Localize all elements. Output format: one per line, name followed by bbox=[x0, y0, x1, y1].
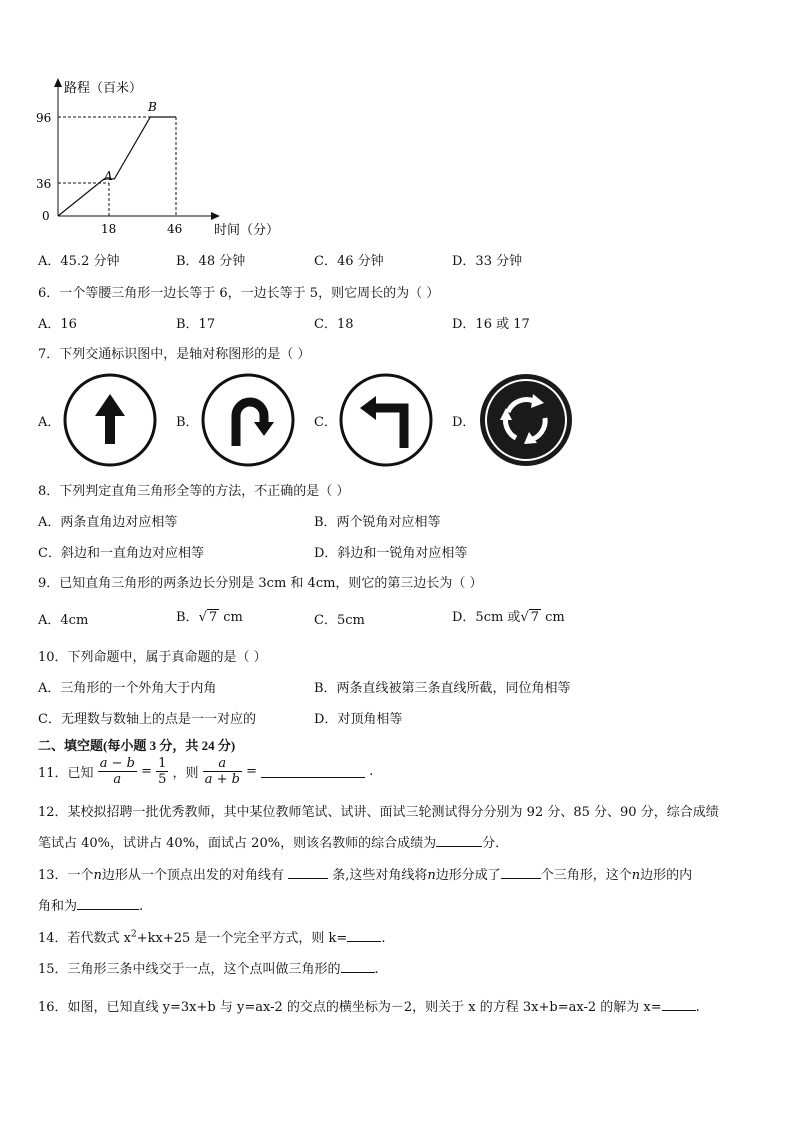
q10-option-c: C．无理数与数轴上的点是一一对应的 bbox=[38, 712, 256, 727]
q5-option-a: A．45.2 分钟 bbox=[38, 254, 120, 269]
y-tick-36: 36 bbox=[36, 177, 52, 191]
q13-a: 13．一个 bbox=[38, 868, 94, 883]
q13-n: n bbox=[631, 868, 641, 883]
q11-prefix: 11．已知 bbox=[38, 766, 94, 781]
q10-option-d: D．对顶角相等 bbox=[314, 712, 403, 727]
q15-answer-blank[interactable] bbox=[341, 960, 375, 973]
q15-end: . bbox=[374, 962, 379, 977]
q14-answer-blank[interactable] bbox=[347, 929, 381, 942]
q11-eq2: = bbox=[246, 764, 257, 779]
q12-line2-text: 笔试占 40%，试讲占 40%，面试占 20%，则该名教师的综合成绩为 bbox=[38, 836, 437, 851]
x-axis-arrow bbox=[211, 212, 220, 220]
straight-arrow-sign-icon bbox=[62, 372, 158, 468]
q6-option-d: D．16 或 17 bbox=[452, 317, 530, 332]
point-b-label: B bbox=[148, 100, 157, 114]
y-axis-label: 路程（百米） bbox=[64, 81, 143, 96]
q9-option-b-unit: cm bbox=[223, 610, 243, 625]
fraction-2-den: 5 bbox=[158, 772, 167, 787]
y-tick-0: 0 bbox=[42, 209, 50, 223]
fraction-2 bbox=[156, 756, 168, 787]
q9-option-a: A．4cm bbox=[38, 613, 89, 628]
q9-option-b-prefix: B． bbox=[176, 610, 199, 625]
q10-option-b: B．两条直线被第三条直线所截，同位角相等 bbox=[314, 681, 571, 696]
q5-option-b: B．48 分钟 bbox=[176, 254, 246, 269]
q14-b: +kx+25 是一个完全平方式，则 k= bbox=[136, 931, 348, 946]
q13-d: 边形分成了 bbox=[435, 868, 501, 883]
q7-label-a: A． bbox=[38, 415, 61, 430]
q9-option-b bbox=[176, 606, 243, 625]
q15-a: 15．三角形三条中线交于一点，这个点叫做三角形的 bbox=[38, 962, 341, 977]
fraction-3-num: a bbox=[203, 756, 242, 772]
section-heading: 二、填空题(每小题 3 分，共 24 分) bbox=[38, 738, 236, 753]
q7-label-c: C． bbox=[314, 415, 337, 430]
fraction-1-num: a − b bbox=[99, 756, 135, 771]
fraction-3-den: a + b bbox=[204, 772, 240, 787]
q13-angle-sum-blank[interactable] bbox=[77, 897, 139, 910]
fraction-1-den: a bbox=[113, 772, 122, 787]
q8-option-d: D．斜边和一锐角对应相等 bbox=[314, 546, 468, 561]
q7-label-b: B． bbox=[176, 415, 199, 430]
q5-option-c: C．46 分钟 bbox=[314, 254, 384, 269]
point-a-label: A bbox=[104, 169, 113, 183]
fraction-1 bbox=[98, 756, 137, 787]
q14-a: 14．若代数式 x bbox=[38, 931, 132, 946]
q7-label-d: D． bbox=[452, 415, 476, 430]
q13-f: 边形的内 bbox=[640, 868, 693, 883]
q14-end: . bbox=[381, 931, 386, 946]
q11-end: . bbox=[369, 764, 374, 779]
q6-stem: 6．一个等腰三角形一边长等于 6，一边长等于 5，则它周长的为（ ） bbox=[38, 286, 440, 301]
q14 bbox=[38, 927, 385, 946]
q13-b: 边形从一个顶点出发的对角线有 bbox=[101, 868, 284, 883]
q13-diagonals-blank[interactable] bbox=[288, 866, 328, 879]
q11-eq: = bbox=[141, 764, 152, 779]
q13-line1 bbox=[38, 864, 692, 883]
q13-e: 个三角形，这个 bbox=[540, 868, 632, 883]
q13-c: 条,这些对角线将 bbox=[332, 868, 428, 883]
q10-stem: 10．下列命题中，属于真命题的是（ ） bbox=[38, 650, 267, 665]
y-axis-arrow bbox=[54, 78, 62, 87]
q13-n: n bbox=[427, 868, 436, 883]
q9-option-d-prefix: D．5cm 或 bbox=[452, 610, 521, 625]
distance-time-graph bbox=[30, 76, 280, 246]
fraction-3 bbox=[203, 756, 242, 787]
fraction-2-num: 1 bbox=[158, 756, 167, 771]
sqrt-sign: √ bbox=[520, 610, 529, 625]
q13-line2-text: 角和为 bbox=[38, 899, 78, 914]
q13-line2 bbox=[38, 895, 143, 914]
radicand: 7 bbox=[208, 610, 218, 625]
q16-a: 16．如图，已知直线 y=3x+b 与 y=ax-2 的交点的横坐标为－2，则关于 x 的方程 3x+b=ax-2 的解为 x= bbox=[38, 1000, 662, 1015]
x-tick-46: 46 bbox=[167, 222, 183, 236]
q14-sup: 2 bbox=[131, 929, 137, 940]
sqrt-sign: √ bbox=[198, 610, 207, 625]
q9-option-d bbox=[452, 606, 565, 625]
sqrt-7 bbox=[199, 610, 220, 625]
q5-option-d: D．33 分钟 bbox=[452, 254, 523, 269]
q12-line1: 12．某校拟招聘一批优秀教师，其中某位教师笔试、试讲、面试三轮测试得分分别为 92 分、85 分、90 分，综合成绩 bbox=[38, 805, 719, 820]
q12-answer-blank[interactable] bbox=[436, 834, 482, 847]
q8-option-b: B．两个锐角对应相等 bbox=[314, 515, 441, 530]
q11-answer-blank[interactable] bbox=[261, 765, 365, 778]
radicand: 7 bbox=[530, 610, 540, 625]
q15 bbox=[38, 958, 379, 977]
x-tick-18: 18 bbox=[101, 222, 117, 236]
u-turn-sign-icon bbox=[200, 372, 296, 468]
q8-option-a: A．两条直角边对应相等 bbox=[38, 515, 178, 530]
q9-stem: 9．已知直角三角形的两条边长分别是 3cm 和 4cm，则它的第三边长为（ ） bbox=[38, 576, 483, 591]
q11 bbox=[38, 756, 373, 787]
q16-answer-blank[interactable] bbox=[662, 998, 696, 1011]
distance-line bbox=[58, 117, 176, 216]
sqrt-7 bbox=[520, 610, 541, 625]
q8-option-c: C．斜边和一直角边对应相等 bbox=[38, 546, 204, 561]
q8-stem: 8．下列判定直角三角形全等的方法，不正确的是（ ） bbox=[38, 484, 350, 499]
q6-option-a: A．16 bbox=[38, 317, 77, 332]
roundabout-sign-icon bbox=[478, 372, 574, 468]
left-turn-sign-icon bbox=[338, 372, 434, 468]
q7-stem: 7．下列交通标识图中，是轴对称图形的是（ ） bbox=[38, 347, 311, 362]
q13-n: n bbox=[93, 868, 102, 883]
q13-end: . bbox=[139, 899, 144, 914]
q11-mid: ，则 bbox=[172, 766, 199, 781]
q13-triangles-blank[interactable] bbox=[501, 866, 541, 879]
q16 bbox=[38, 996, 700, 1015]
q9-option-d-unit: cm bbox=[545, 610, 565, 625]
q16-end: . bbox=[695, 1000, 700, 1015]
y-tick-96: 96 bbox=[36, 111, 52, 125]
q12-line2-end: 分． bbox=[482, 836, 509, 851]
q12-line2 bbox=[38, 832, 508, 851]
x-axis-label: 时间（分） bbox=[214, 223, 280, 238]
q10-option-a: A．三角形的一个外角大于内角 bbox=[38, 681, 217, 696]
q6-option-c: C．18 bbox=[314, 317, 354, 332]
q9-option-c: C．5cm bbox=[314, 613, 365, 628]
q6-option-b: B．17 bbox=[176, 317, 216, 332]
